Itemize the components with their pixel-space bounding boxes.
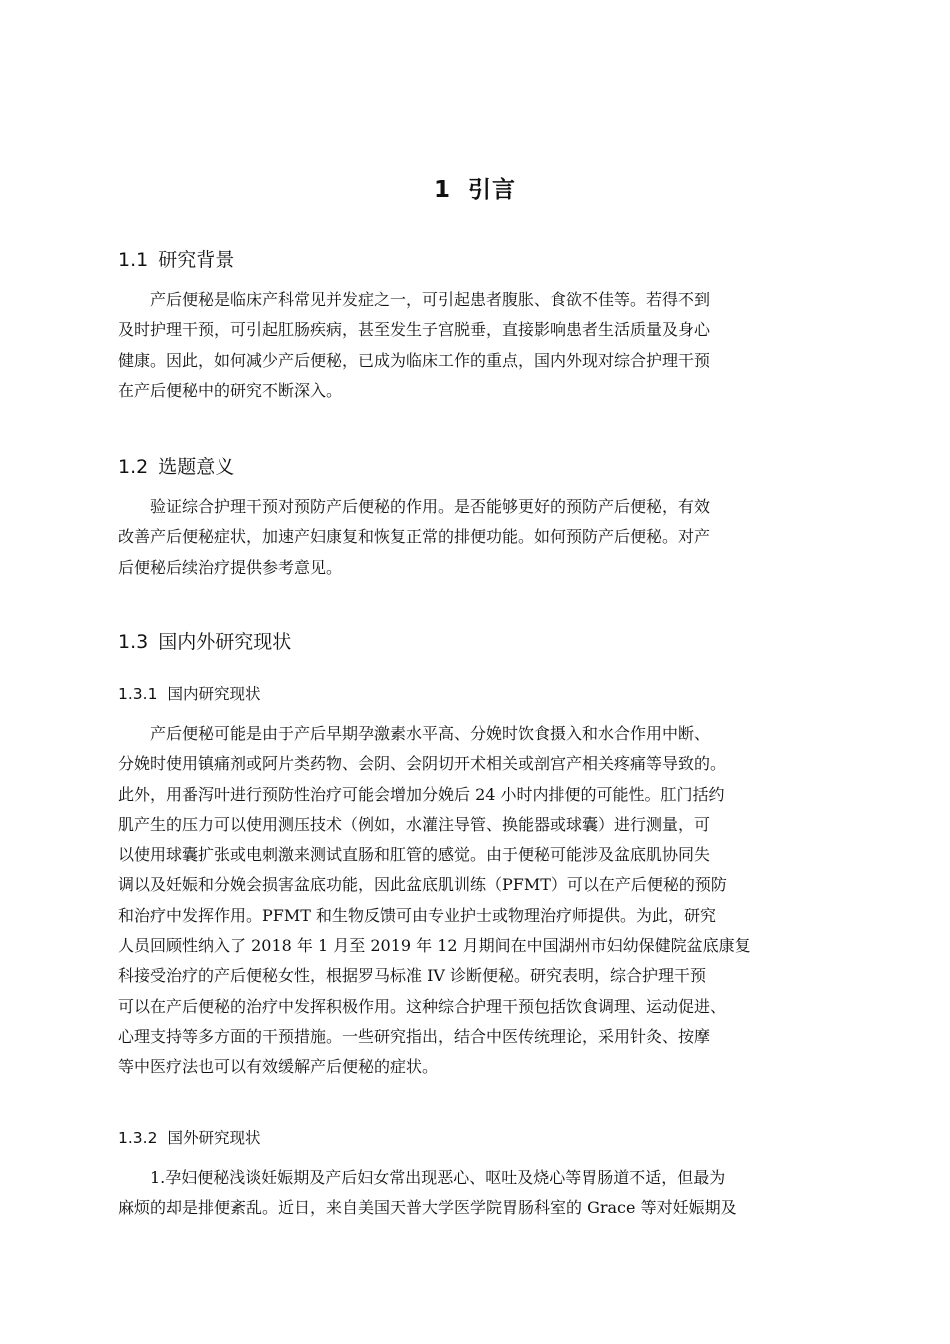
section-title: 国内外研究现状 — [158, 631, 292, 653]
section-number: 1.2 — [118, 456, 149, 478]
section-number: 1.3 — [118, 631, 149, 653]
section-heading-1-3 — [118, 628, 291, 656]
section-heading-1-1 — [118, 246, 234, 274]
paragraph-topic-significance: 验证综合护理干预对预防产后便秘的作用。是否能够更好的预防产后便秘，有效 改善产后便秘症状，加速产妇康复和恢复正常的排便功能。如何预防产后便秘。对产 后便秘后续治疗提供参考意见。 — [118, 497, 711, 577]
subsection-title: 国外研究现状 — [167, 1129, 261, 1147]
subsection-number: 1.3.2 — [118, 1129, 158, 1147]
paragraph-research-background: 产后便秘是临床产科常见并发症之一，可引起患者腹胀、食欲不佳等。若得不到 及时护理干预，可引起肛肠疾病，甚至发生子宫脱垂，直接影响患者生活质量及身心 健康。因此，如何减少产后便秘，已成为临床工作的重点，国内外现对综合护理干预 在产后便秘中的研究不断深入。 — [118, 290, 711, 400]
subsection-title: 国内研究现状 — [167, 685, 261, 703]
paragraph-foreign-research: 1.孕妇便秘浅谈妊娠期及产后妇女常出现恶心、呕吐及烧心等胃肠道不适，但最为 麻烦的却是排便紊乱。近日，来自美国天普大学医学院胃肠科室的 Grace 等对妊娠期及 — [118, 1168, 737, 1218]
subsection-heading-1-3-1 — [118, 682, 260, 706]
chapter-number: 1 — [433, 177, 451, 203]
section-heading-1-2 — [118, 453, 234, 481]
paragraph-domestic-research: 产后便秘可能是由于产后早期孕激素水平高、分娩时饮食摄入和水合作用中断、 分娩时使用镇痛剂或阿片类药物、会阴、会阴切开术相关或剖宫产相关疼痛等导致的。 此外，用番泻叶进行预防性治疗可能会增加分娩后 24 小时内排便的可能性。肛门括约 肌产生的压力可以使用测压技术（例如，水灌注导管、换能器或球囊）进行测量，可 以使用球囊扩张或电刺激来测试直肠和肛管的感觉。由于便秘可能涉及盆底肌协同失 调以及妊娠和分娩会损害盆底功能，因此盆底肌训练（PFMT）可以在产后便秘的预防 和治疗中发挥作用。PFMT 和生物反馈可由专业护士或物理治疗师提供。为此，研究 人员回顾性纳入了 2018 年 1 月至 2019 年 12 月期间在中国湖州市妇幼保健院盆底康复 科接受治疗的产后便秘女性，根据罗马标准 IV 诊断便秘。研究表明，综合护理干预 可以在产后便秘的治疗中发挥积极作用。这种综合护理干预包括饮食调理、运动促进、 心理支持等多方面的干预措施。一些研究指出，结合中医传统理论，采用针灸、按摩 等中医疗法也可以有效缓解产后便秘的症状。 — [118, 724, 751, 1077]
section-number: 1.1 — [118, 249, 149, 271]
subsection-number: 1.3.1 — [118, 685, 158, 703]
subsection-heading-1-3-2 — [118, 1126, 260, 1150]
section-title: 选题意义 — [158, 456, 235, 478]
chapter-title — [0, 174, 950, 206]
section-title: 研究背景 — [158, 249, 235, 271]
chapter-title-text: 引言 — [468, 177, 517, 203]
